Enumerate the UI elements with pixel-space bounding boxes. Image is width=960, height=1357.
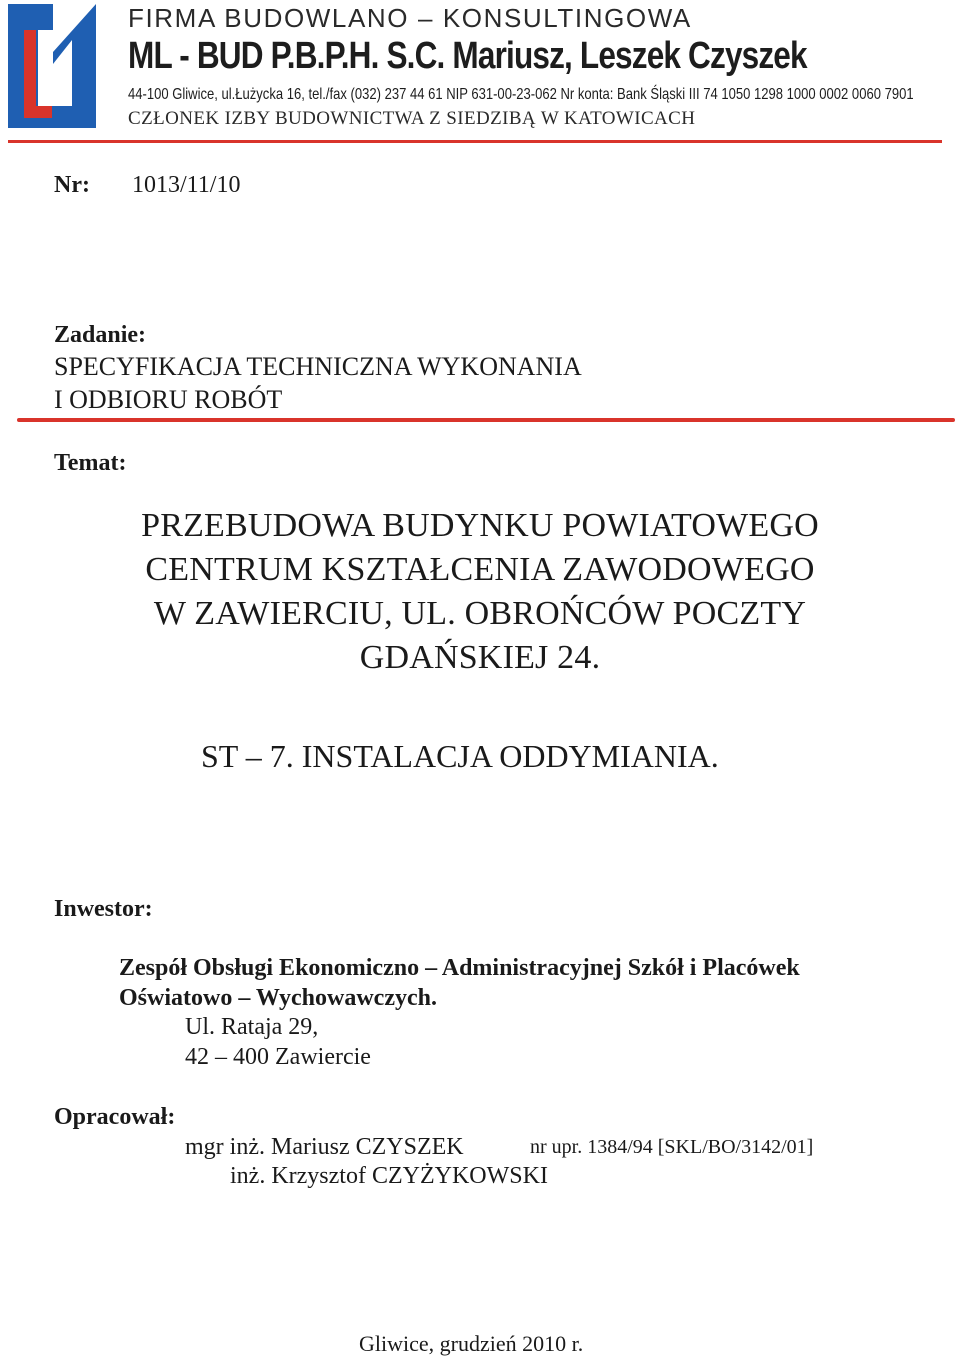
- task-label: Zadanie:: [54, 322, 147, 348]
- header-divider: [8, 140, 942, 143]
- task-line-1: SPECYFIKACJA TECHNICZNA WYKONANIA: [54, 352, 582, 381]
- investor-city: 42 – 400 Zawiercie: [185, 1044, 371, 1070]
- investor-label: Inwestor:: [54, 896, 153, 922]
- topic-label: Temat:: [54, 450, 127, 476]
- investor-name-line-1: Zespół Obsługi Ekonomiczno – Administracyjnej Szkół i Placówek: [119, 955, 800, 981]
- company-logo: [6, 2, 98, 132]
- topic-line-2: CENTRUM KSZTAŁCENIA ZAWODOWEGO: [145, 551, 815, 588]
- firm-type-line: FIRMA BUDOWLANO – KONSULTINGOWA: [128, 3, 692, 33]
- prepared-by-label: Opracował:: [54, 1104, 176, 1130]
- chamber-membership-line: CZŁONEK IZBY BUDOWNICTWA Z SIEDZIBĄ W KATOWICACH: [128, 108, 696, 129]
- author-2-name: inż. Krzysztof CZYŻYKOWSKI: [230, 1163, 548, 1189]
- firm-name: ML - BUD P.B.P.H. S.C. Mariusz, Leszek Czyszek: [128, 35, 807, 77]
- topic-line-1: PRZEBUDOWA BUDYNKU POWIATOWEGO: [141, 507, 819, 544]
- topic-line-3: W ZAWIERCIU, UL. OBROŃCÓW POCZTY: [153, 595, 807, 632]
- place-and-date: Gliwice, grudzień 2010 r.: [359, 1331, 584, 1356]
- investor-street: Ul. Rataja 29,: [185, 1014, 319, 1040]
- section-divider: [17, 418, 955, 422]
- document-number-value: 1013/11/10: [132, 172, 241, 198]
- topic-line-4: GDAŃSKIEJ 24.: [359, 639, 601, 676]
- firm-address-line: 44-100 Gliwice, ul.Łużycka 16, tel./fax (032) 237 44 61 NIP 631-00-23-062 Nr konta: Bank Śląski III 74 1050 1298 1000 0002 0060 7901: [128, 86, 914, 103]
- task-line-2: I ODBIORU ROBÓT: [54, 385, 283, 414]
- document-number-label: Nr:: [54, 172, 90, 198]
- investor-name-line-2: Oświatowo – Wychowawczych.: [119, 985, 437, 1011]
- spec-section-title: ST – 7. INSTALACJA ODDYMIANIA.: [201, 738, 719, 774]
- author-1-license: nr upr. 1384/94 [SKL/BO/3142/01]: [530, 1136, 814, 1158]
- author-1-name: mgr inż. Mariusz CZYSZEK: [185, 1134, 464, 1160]
